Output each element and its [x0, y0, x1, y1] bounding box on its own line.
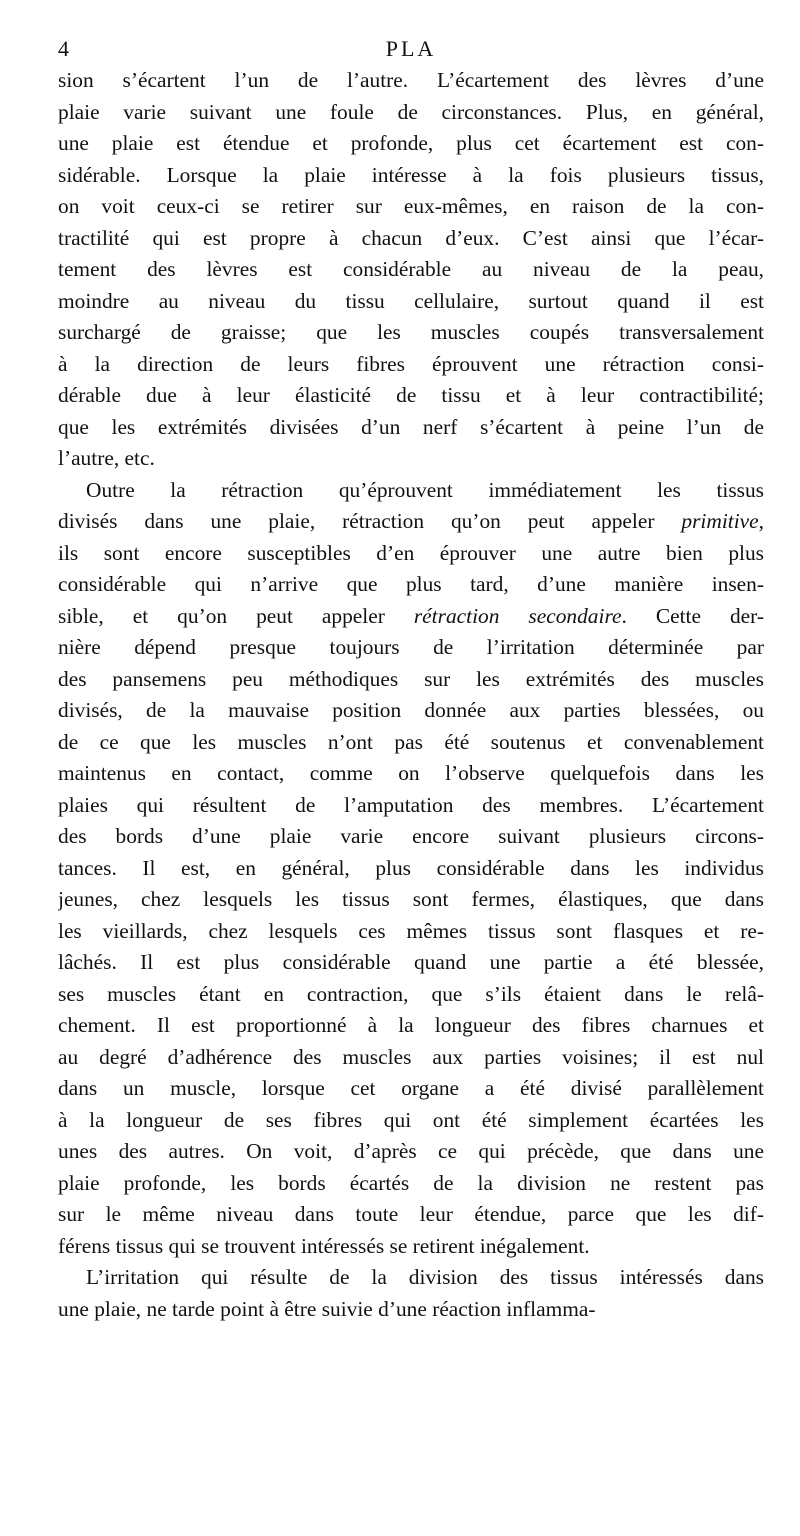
text-line: tractilité qui est propre à chacun d’eux. C’est ainsi que l’écar-	[58, 225, 764, 250]
italic-term: rétraction secondaire	[413, 603, 622, 628]
text-line: sidérable. Lorsque la plaie intéresse à la fois plusieurs tissus,	[58, 162, 764, 187]
text-line: plaie profonde, les bords écartés de la division ne restent pas	[58, 1170, 764, 1195]
text-line: une plaie, ne tarde point à être suivie d’une réaction inflamma-	[58, 1296, 596, 1321]
text-line: plaies qui résultent de l’amputation des membres. L’écartement	[58, 792, 764, 817]
text-line: divisés, de la mauvaise position donnée aux parties blessées, ou	[58, 698, 764, 722]
text-line	[58, 601, 764, 633]
paragraph	[58, 1262, 764, 1325]
text-line: nière dépend presque toujours de l’irritation déterminée par	[58, 635, 764, 659]
text-line: sion s’écartent l’un de l’autre. L’écartement des lèvres d’une	[58, 68, 764, 92]
text-line: que les extrémités divisées d’un nerf s’écartent à peine l’un de	[58, 414, 764, 439]
text-line: dans un muscle, lorsque cet organe a été divisé parallèlement	[58, 1076, 764, 1100]
text-line: unes des autres. On voit, d’après ce qui précède, que dans une	[58, 1139, 764, 1163]
text-line: on voit ceux-ci se retirer sur eux-mêmes, en raison de la con-	[58, 194, 764, 218]
text-segment: ,	[758, 509, 764, 533]
text-line: chement. Il est proportionné à la longueur des fibres charnues et	[58, 1013, 764, 1037]
text-line: sur le même niveau dans toute leur étendue, parce que les dif-	[58, 1202, 764, 1226]
text-line: moindre au niveau du tissu cellulaire, surtout quand il est	[58, 288, 764, 313]
text-line: maintenus en contact, comme on l’observe quelquefois dans les	[58, 761, 764, 785]
text-line: lâchés. Il est plus considérable quand une partie a été blessée,	[58, 950, 764, 974]
text-line	[58, 506, 764, 538]
text-line: au degré d’adhérence des muscles aux parties voisines; il est nul	[58, 1044, 764, 1069]
paragraph	[58, 475, 764, 1263]
text-line: plaie varie suivant une foule de circonstances. Plus, en général,	[58, 99, 764, 124]
text-line: L’irritation qui résulte de la division des tissus intéressés dans	[86, 1265, 764, 1289]
text-segment: sible, et qu’on peut appeler	[58, 603, 414, 628]
running-head: PLA	[385, 36, 437, 61]
text-line: ils sont encore susceptibles d’en éprouver une autre bien plus	[58, 540, 764, 565]
text-segment: divisés dans une plaie, rétraction qu’on peut appeler	[58, 509, 682, 533]
text-line: considérable qui n’arrive que plus tard, d’une manière insen-	[58, 572, 764, 596]
paragraph	[58, 65, 764, 475]
page-number: 4	[58, 36, 69, 61]
text-line: de ce que les muscles n’ont pas été soutenus et convenablement	[58, 729, 764, 754]
text-line: les vieillards, chez lesquels ces mêmes tissus sont flasques et re-	[58, 918, 764, 943]
text-line: des bords d’une plaie varie encore suivant plusieurs circons-	[58, 824, 764, 848]
page-header	[58, 36, 764, 66]
text-segment: . Cette der-	[621, 603, 764, 628]
text-line: l’autre, etc.	[58, 446, 155, 470]
text-line: à la direction de leurs fibres éprouvent une rétraction consi-	[58, 351, 764, 376]
text-line: jeunes, chez lesquels les tissus sont fermes, élastiques, que dans	[58, 887, 764, 911]
text-line: tances. Il est, en général, plus considérable dans les individus	[58, 855, 764, 880]
text-line: tement des lèvres est considérable au niveau de la peau,	[58, 257, 764, 281]
text-line: une plaie est étendue et profonde, plus cet écartement est con-	[58, 131, 764, 155]
text-line: dérable due à leur élasticité de tissu et à leur contractibilité;	[58, 383, 764, 407]
text-line: surchargé de graisse; que les muscles coupés transversalement	[58, 320, 764, 344]
text-line: Outre la rétraction qu’éprouvent immédiatement les tissus	[86, 477, 764, 502]
italic-term: primitive	[681, 509, 759, 533]
body-text	[58, 65, 764, 1325]
text-line: des pansemens peu méthodiques sur les extrémités des muscles	[58, 666, 764, 691]
text-line: férens tissus qui se trouvent intéressés se retirent inégalement.	[58, 1233, 590, 1258]
text-line: ses muscles étant en contraction, que s’ils étaient dans le relâ-	[58, 981, 764, 1006]
text-line: à la longueur de ses fibres qui ont été simplement écartées les	[58, 1107, 764, 1132]
